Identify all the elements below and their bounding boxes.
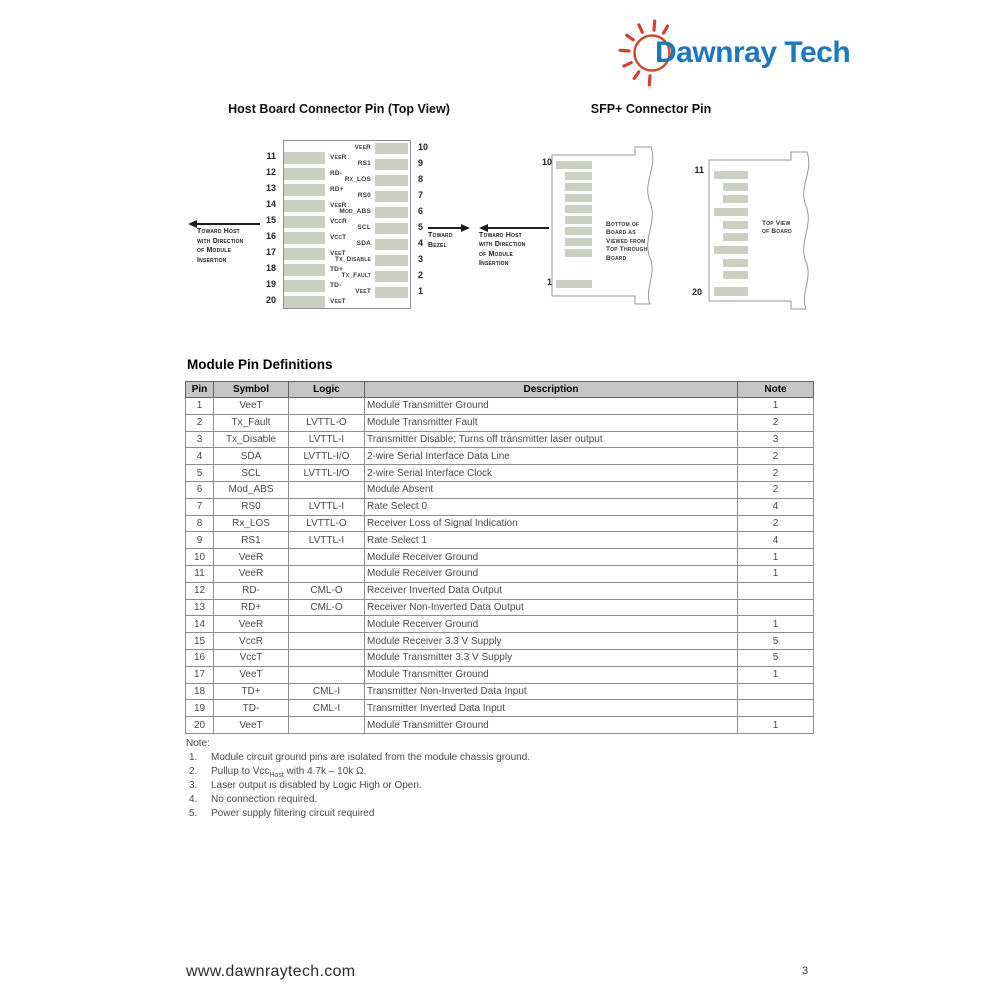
table-cell: Rate Select 1 [365, 532, 738, 549]
table-cell: 5 [738, 649, 814, 666]
table-row [186, 414, 814, 431]
table-cell [738, 599, 814, 616]
pin-number: 19 [265, 279, 276, 290]
table-cell: Module Receiver 3.3 V Supply [365, 633, 738, 650]
table-cell: 4 [738, 498, 814, 515]
table-cell [738, 582, 814, 599]
host-diagram-title: Host Board Connector Pin (Top View) [228, 102, 450, 116]
table-cell: RS1 [214, 532, 289, 549]
table-cell: Receiver Inverted Data Output [365, 582, 738, 599]
board-caption: Top View [762, 220, 791, 227]
table-cell: VeeT [214, 717, 289, 734]
connector-pad [565, 194, 592, 202]
pin-label: SCL [357, 224, 371, 231]
board-caption: Board as [606, 229, 636, 237]
table-cell: Transmitter Inverted Data Input [365, 700, 738, 717]
pin-label: VeeT [330, 298, 346, 306]
table-cell: TD- [214, 700, 289, 717]
table-cell: 19 [186, 700, 214, 717]
pin-definitions-table [185, 381, 814, 734]
pin-label: VeeT [330, 250, 346, 258]
table-cell: VeeR [214, 565, 289, 582]
table-cell: 3 [186, 431, 214, 448]
note-number: 3. [189, 779, 198, 791]
connector-pad [723, 233, 748, 241]
pin-number: 12 [265, 166, 276, 177]
connector-pad [375, 143, 408, 154]
table-cell: 15 [186, 633, 214, 650]
table-row [186, 633, 814, 650]
table-cell: LVTTL-I/O [289, 465, 365, 482]
table-cell: CML-I [289, 683, 365, 700]
table-cell: Transmitter Non-Inverted Data Input [365, 683, 738, 700]
pin-label: VccT [330, 234, 347, 241]
pin-label: RD+ [330, 185, 344, 193]
table-cell: VeeT [214, 398, 289, 415]
table-row [186, 700, 814, 717]
table-cell: 5 [186, 465, 214, 482]
connector-pad [723, 259, 748, 267]
pin-label: RS1 [357, 159, 371, 167]
table-cell: Module Transmitter Ground [365, 666, 738, 683]
pin-label: Rx_LOS [344, 175, 371, 183]
table-row [186, 683, 814, 700]
table-cell: SDA [214, 448, 289, 465]
table-cell [289, 666, 365, 683]
table-row [186, 465, 814, 482]
direction-label: Insertion [479, 260, 509, 267]
table-cell: CML-I [289, 700, 365, 717]
table-cell: 1 [738, 549, 814, 566]
direction-label: Toward [428, 232, 453, 239]
table-cell: SCL [214, 465, 289, 482]
pin-number: 17 [265, 247, 276, 258]
table-cell: LVTTL-I [289, 532, 365, 549]
pin-number: 5 [418, 222, 424, 232]
table-row [186, 448, 814, 465]
table-cell: 9 [186, 532, 214, 549]
connector-pad [556, 161, 592, 169]
table-header-cell: Symbol [214, 382, 289, 398]
table-cell: Mod_ABS [214, 481, 289, 498]
table-cell: 4 [738, 532, 814, 549]
connector-pad [723, 221, 748, 229]
table-cell: Module Transmitter 3.3 V Supply [365, 649, 738, 666]
pin-label: VeeT [355, 288, 371, 296]
table-cell: LVTTL-I [289, 431, 365, 448]
connector-pad [565, 172, 592, 180]
connector-pad [375, 223, 408, 234]
table-cell [289, 649, 365, 666]
pin-label: Tx_Fault [341, 272, 371, 280]
table-cell: 16 [186, 649, 214, 666]
table-cell: LVTTL-O [289, 414, 365, 431]
connector-pad [565, 183, 592, 191]
table-cell: 4 [186, 448, 214, 465]
pin-label: Tx_Disable [335, 256, 371, 264]
board-caption: Viewed from [606, 237, 646, 245]
table-cell: 8 [186, 515, 214, 532]
pin-number: 14 [265, 198, 276, 209]
table-cell: 5 [738, 633, 814, 650]
table-header-cell: Note [738, 382, 814, 398]
table-row [186, 599, 814, 616]
table-cell: 7 [186, 498, 214, 515]
pin-number: 7 [418, 189, 424, 200]
table-cell: Module Receiver Ground [365, 549, 738, 566]
connector-pad [714, 246, 748, 254]
connector-pad [375, 191, 408, 202]
table-row [186, 666, 814, 683]
table-row [186, 498, 814, 515]
table-cell: 14 [186, 616, 214, 633]
connector-pad [565, 249, 592, 257]
table-cell: RD+ [214, 599, 289, 616]
direction-label: Insertion [197, 256, 227, 264]
table-cell: 2-wire Serial Interface Data Line [365, 448, 738, 465]
note-number: 2. [189, 765, 198, 777]
connector-pad [723, 271, 748, 279]
connector-pad [375, 255, 408, 266]
table-cell: Rate Select 0 [365, 498, 738, 515]
connector-pad [556, 280, 592, 288]
table-cell [289, 616, 365, 633]
pin-number: 13 [265, 182, 276, 193]
table-cell: 1 [186, 398, 214, 415]
table-row [186, 532, 814, 549]
note-number: 5. [189, 808, 198, 820]
table-row [186, 582, 814, 599]
pin-number: 20 [265, 295, 276, 306]
connector-pad [375, 159, 408, 170]
note-text: Laser output is disabled by Logic High or Open. [211, 779, 422, 791]
pin-label: Mod_ABS [339, 207, 371, 215]
table-cell: Tx_Fault [214, 414, 289, 431]
table-cell: 13 [186, 599, 214, 616]
table-cell: 1 [738, 717, 814, 734]
table-cell: Module Transmitter Fault [365, 414, 738, 431]
logo-text: Dawnray Tech [655, 36, 851, 69]
pin-label: TD- [330, 282, 342, 290]
pin-label: VccR [330, 217, 348, 225]
table-cell: Module Receiver Ground [365, 616, 738, 633]
connector-pad [714, 287, 748, 296]
table-cell: LVTTL-I [289, 498, 365, 515]
board-caption: Top Through [606, 246, 648, 254]
note-text: Pullup to Vcc$_{Host}$ with 4.7k – 10k Ω. [211, 765, 367, 779]
table-cell: CML-O [289, 582, 365, 599]
direction-label: Toward Host [479, 231, 522, 239]
direction-label: of Module [197, 247, 232, 254]
pin-number: 10 [418, 141, 429, 152]
pin-label: SDA [356, 240, 371, 248]
table-cell: Receiver Non-Inverted Data Output [365, 599, 738, 616]
pin-number: 11 [694, 165, 704, 175]
table-cell: VccT [214, 649, 289, 666]
table-row [186, 649, 814, 666]
note-number: 1. [189, 751, 198, 763]
table-cell: 17 [186, 666, 214, 683]
pin-number: 10 [541, 157, 552, 167]
table-cell: VeeT [214, 666, 289, 683]
sfp-diagram-title: SFP+ Connector Pin [590, 102, 712, 116]
table-cell: 1 [738, 666, 814, 683]
table-cell: Module Transmitter Ground [365, 717, 738, 734]
table-cell [289, 633, 365, 650]
pin-number: 6 [418, 205, 424, 216]
table-cell: Receiver Loss of Signal Indication [365, 515, 738, 532]
table-header-row [186, 382, 814, 398]
table-header-cell: Description [365, 382, 738, 398]
pin-number: 8 [418, 173, 424, 184]
pin-number: 15 [265, 214, 276, 225]
note-text: Power supply filtering circuit required [211, 808, 375, 820]
table-cell: Module Transmitter Ground [365, 398, 738, 415]
pin-label: VeeR [330, 201, 347, 209]
pin-number: 3 [418, 254, 424, 265]
table-cell: 6 [186, 481, 214, 498]
table-cell: 2 [738, 515, 814, 532]
pin-label: RD- [330, 169, 343, 177]
table-cell: LVTTL-I/O [289, 448, 365, 465]
pin-number: 18 [265, 263, 276, 274]
table-cell: VccR [214, 633, 289, 650]
table-cell [289, 481, 365, 498]
connector-pad [714, 171, 748, 179]
table-row [186, 515, 814, 532]
table-cell: 2 [738, 448, 814, 465]
table-cell: 3 [738, 431, 814, 448]
table-cell: 1 [738, 565, 814, 582]
connector-pad [723, 183, 748, 191]
connector-pad [375, 287, 408, 298]
direction-label: with Direction [197, 237, 244, 245]
table-cell [289, 565, 365, 582]
pin-number: 9 [418, 157, 424, 168]
table-cell: VeeR [214, 616, 289, 633]
table-row [186, 481, 814, 498]
table-cell [738, 683, 814, 700]
connector-pad [565, 216, 592, 224]
pin-number: 16 [265, 231, 276, 241]
note-text: No connection required. [211, 794, 318, 806]
table-cell: 2 [738, 481, 814, 498]
table-cell: 12 [186, 582, 214, 599]
pin-number: 20 [691, 287, 702, 297]
table-cell: LVTTL-O [289, 515, 365, 532]
direction-label: Bezel [428, 241, 447, 249]
table-cell: Module Receiver Ground [365, 565, 738, 582]
toward-bezel-arrow [461, 224, 470, 232]
connector-pad [284, 296, 325, 308]
table-cell [289, 398, 365, 415]
table-cell: VeeR [214, 549, 289, 566]
table-header-cell: Logic [289, 382, 365, 398]
pin-number: 11 [266, 150, 276, 161]
table-row [186, 616, 814, 633]
connector-pad [565, 205, 592, 213]
table-cell: TD+ [214, 683, 289, 700]
table-cell: RD- [214, 582, 289, 599]
pin-number: 2 [418, 270, 424, 281]
connector-pad [375, 207, 408, 218]
pin-number: 4 [418, 238, 424, 249]
table-cell: 2 [186, 414, 214, 431]
table-cell: 10 [186, 549, 214, 566]
board-caption: Board [606, 254, 627, 262]
board-caption: of Board [762, 228, 792, 236]
board-caption: Bottom of [606, 221, 640, 228]
pin-label: VeeR [330, 153, 347, 161]
note-text: Module circuit ground pins are isolated from the module chassis ground. [211, 751, 531, 763]
table-cell: RS0 [214, 498, 289, 515]
table-cell [289, 717, 365, 734]
table-cell: CML-O [289, 599, 365, 616]
connector-pad [565, 227, 592, 235]
connector-pad [723, 195, 748, 203]
table-header-cell: Pin [186, 382, 214, 398]
table-cell: 11 [186, 565, 214, 582]
table-cell: Transmitter Disable; Turns off transmitter laser output [365, 431, 738, 448]
table-cell: 1 [738, 398, 814, 415]
table-cell: Module Absent [365, 481, 738, 498]
connector-pad [565, 238, 592, 246]
pin-label: RS0 [357, 191, 371, 199]
table-cell: Rx_LOS [214, 515, 289, 532]
connector-pad [375, 175, 408, 186]
table-cell: 1 [738, 616, 814, 633]
table-cell: 18 [186, 683, 214, 700]
pin-label: TD+ [330, 266, 344, 274]
direction-label: of Module [479, 250, 514, 258]
table-row [186, 565, 814, 582]
connector-pad [714, 208, 748, 216]
table-row [186, 717, 814, 734]
table-cell: 20 [186, 717, 214, 734]
pin-label: VeeR [354, 143, 371, 151]
connector-pad [375, 271, 408, 282]
table-cell: 2-wire Serial Interface Clock [365, 465, 738, 482]
table-cell: 2 [738, 414, 814, 431]
note-number: 4. [189, 794, 198, 806]
table-row [186, 549, 814, 566]
table-cell: 2 [738, 465, 814, 482]
notes-label: Note: [186, 738, 210, 749]
footer-url: www.dawnraytech.com [186, 963, 356, 980]
pin-number: 1 [546, 277, 552, 287]
table-row [186, 431, 814, 448]
pin-number: 1 [418, 286, 424, 297]
table-row [186, 398, 814, 415]
table-title: Module Pin Definitions [187, 357, 333, 372]
page-number: 3 [802, 965, 809, 977]
table-cell: Tx_Disable [214, 431, 289, 448]
table-cell [738, 700, 814, 717]
connector-pad [375, 239, 408, 250]
table-cell [289, 549, 365, 566]
direction-label: with Direction [479, 241, 526, 248]
direction-label: Toward Host [197, 228, 240, 235]
